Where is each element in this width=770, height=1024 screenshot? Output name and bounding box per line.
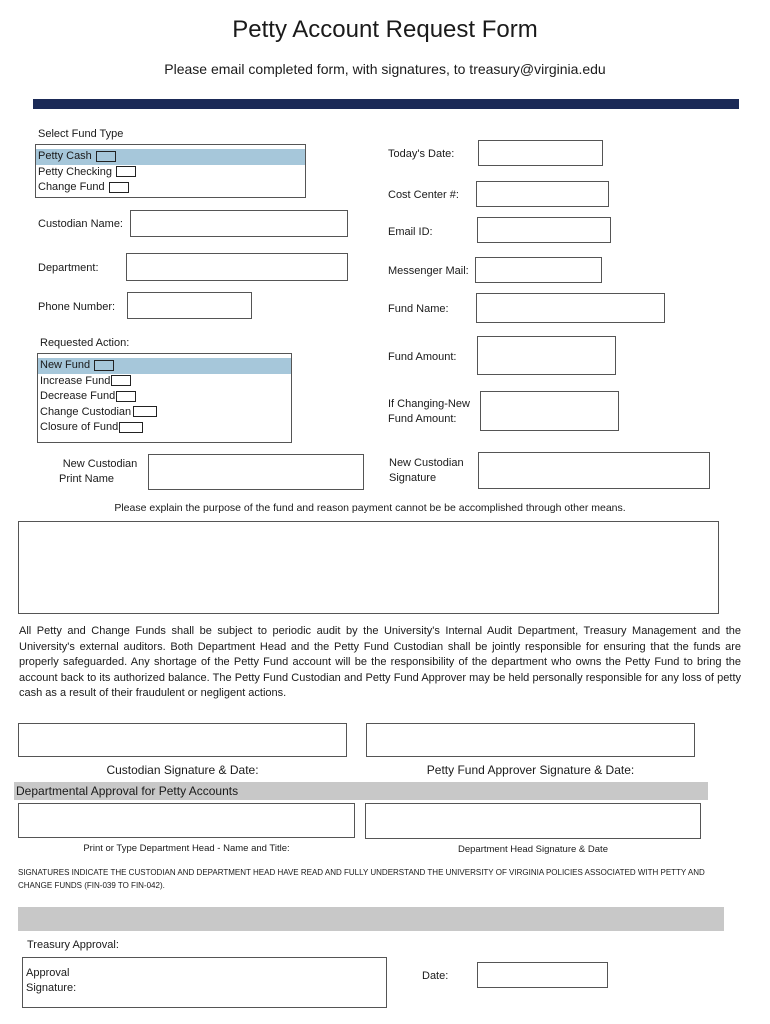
header-divider	[33, 99, 739, 109]
dept-approval-header-bar	[14, 782, 708, 800]
dept-approval-heading: Departmental Approval for Petty Accounts	[16, 784, 239, 798]
action-option-new-fund[interactable]: New Fund	[38, 358, 291, 374]
fund-type-option-change-fund[interactable]: Change Fund	[36, 180, 305, 196]
treasury-header-bar	[18, 907, 724, 931]
approver-signature-label: Petty Fund Approver Signature & Date:	[426, 763, 635, 777]
dept-head-signature-label: Department Head Signature & Date	[458, 844, 608, 855]
fund-amount-label: Fund Amount:	[388, 351, 457, 363]
custodian-name-label: Custodian Name:	[38, 218, 123, 230]
phone-number-label: Phone Number:	[38, 301, 116, 313]
page-subtitle: Please email completed form, with signatures, to treasury@virginia.edu	[164, 61, 606, 77]
petty-checking-checkbox[interactable]	[116, 166, 136, 177]
treasury-approval-signature-label: Approval Signature:	[26, 967, 77, 994]
page-title: Petty Account Request Form	[232, 16, 538, 43]
new-fund-checkbox[interactable]	[94, 360, 114, 371]
signatures-notice: SIGNATURES INDICATE THE CUSTODIAN AND DEPARTMENT HEAD HAVE READ AND FULLY UNDERSTAND THE UNIVERSITY OF VIRGINIA POLICIES ASSOCIATED WITH PETTY AND CHANGE FUNDS (FIN-039 TO FIN-042).	[18, 868, 705, 890]
fund-amount-input[interactable]	[477, 336, 616, 375]
new-custodian-print-label: New Custodian Print Name	[59, 458, 138, 485]
fund-type-option-petty-cash[interactable]: Petty Cash	[36, 149, 305, 165]
increase-fund-checkbox[interactable]	[111, 375, 131, 386]
treasury-date-label: Date:	[422, 970, 449, 982]
department-label: Department:	[38, 262, 99, 274]
requested-action-listbox[interactable]	[37, 353, 292, 443]
fund-type-listbox[interactable]	[35, 144, 306, 198]
custodian-signature-input[interactable]	[18, 723, 347, 757]
decrease-fund-checkbox[interactable]	[116, 391, 136, 402]
todays-date-label: Today's Date:	[388, 148, 455, 160]
department-input[interactable]	[126, 253, 348, 281]
fund-type-option-petty-checking[interactable]: Petty Checking	[36, 165, 305, 181]
new-custodian-print-input[interactable]	[148, 454, 364, 490]
custodian-name-input[interactable]	[130, 210, 348, 237]
cost-center-label: Cost Center #:	[388, 189, 459, 201]
email-id-input[interactable]	[477, 217, 611, 243]
fund-name-label: Fund Name:	[388, 303, 449, 315]
action-option-change-custodian[interactable]: Change Custodian	[38, 405, 291, 421]
action-option-increase-fund[interactable]: Increase Fund	[38, 374, 291, 390]
treasury-approval-signature-input[interactable]	[22, 957, 387, 1008]
purpose-instruction: Please explain the purpose of the fund and reason payment cannot be be accomplished through other means.	[114, 502, 626, 514]
treasury-date-input[interactable]	[477, 962, 608, 988]
phone-number-input[interactable]	[127, 292, 252, 319]
petty-cash-checkbox[interactable]	[96, 151, 116, 162]
requested-action-label: Requested Action:	[40, 337, 130, 349]
email-id-label: Email ID:	[388, 226, 433, 238]
dept-head-print-input[interactable]	[18, 803, 355, 838]
action-option-closure-of-fund[interactable]: Closure of Fund	[38, 420, 291, 436]
approver-signature-input[interactable]	[366, 723, 695, 757]
changing-new-fund-amount-label: If Changing-New Fund Amount:	[388, 398, 470, 425]
todays-date-input[interactable]	[478, 140, 603, 166]
policy-paragraph: All Petty and Change Funds shall be subject to periodic audit by the University's Internal Audit Department, Treasury Management and the University's external auditors. Both Department Head and the Petty Fund Custodian shall be jointly responsible for ensuring that the funds are properly safeguarded. Any shortage of the Petty Fund account will be the responsibility of the department who owns the Petty Fund to bring the account back to its authorized balance. The Petty Fund Custodian and Petty Fund Approver may be held personally responsible for any loss of petty cash as a result of their fraudulent or negligent actions.	[19, 625, 741, 699]
purpose-textarea[interactable]	[18, 521, 719, 614]
change-fund-checkbox[interactable]	[109, 182, 129, 193]
action-option-decrease-fund[interactable]: Decrease Fund	[38, 389, 291, 405]
changing-new-fund-amount-input[interactable]	[480, 391, 619, 431]
dept-head-signature-input[interactable]	[365, 803, 701, 839]
cost-center-input[interactable]	[476, 181, 609, 207]
fund-type-label: Select Fund Type	[38, 128, 124, 140]
fund-name-input[interactable]	[476, 293, 665, 323]
new-custodian-signature-input[interactable]	[478, 452, 710, 489]
messenger-mail-label: Messenger Mail:	[388, 265, 469, 277]
messenger-mail-input[interactable]	[475, 257, 602, 283]
closure-of-fund-checkbox[interactable]	[119, 422, 143, 433]
treasury-approval-label: Treasury Approval:	[27, 939, 119, 951]
dept-head-print-label: Print or Type Department Head - Name and Title:	[83, 843, 290, 854]
custodian-signature-label: Custodian Signature & Date:	[106, 763, 259, 777]
change-custodian-checkbox[interactable]	[133, 406, 157, 417]
new-custodian-signature-label: New Custodian Signature	[389, 457, 464, 484]
